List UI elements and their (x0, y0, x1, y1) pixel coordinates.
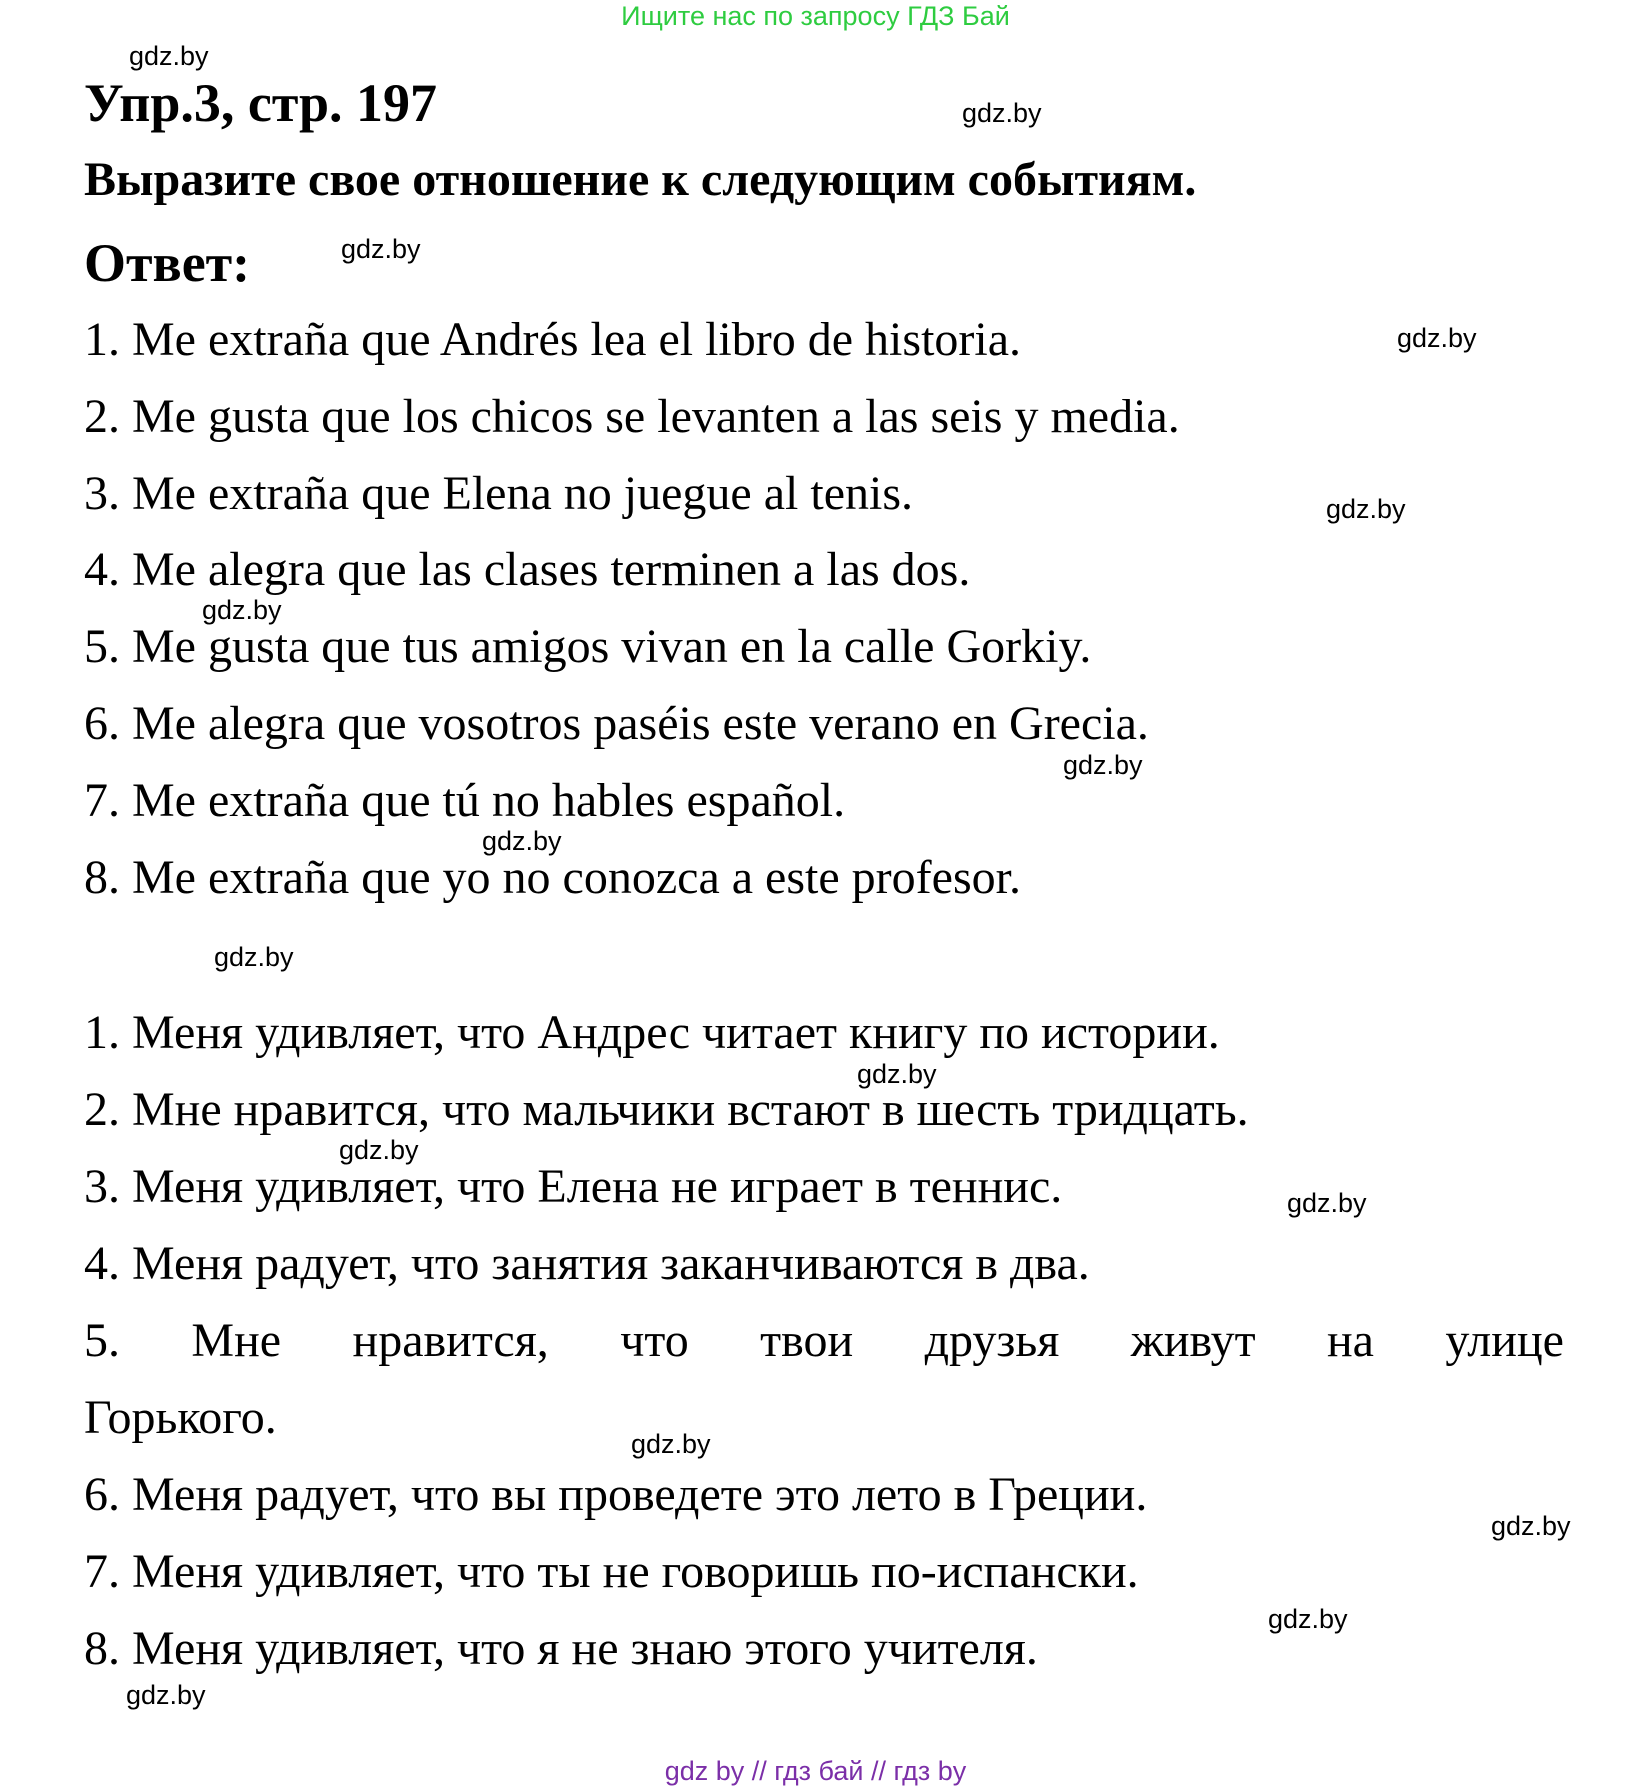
russian-sentence-4: 4. Меня радует, что занятия заканчиваются в два. (84, 1237, 1090, 1290)
spanish-sentence-7: 7. Me extraña que tú no hables español. (84, 774, 846, 827)
watermark: gdz.by (1287, 1188, 1367, 1218)
word: на (1326, 1314, 1374, 1367)
russian-sentence-1: 1. Меня удивляет, что Андрес читает книгу по истории. (84, 1006, 1220, 1059)
russian-sentence-2: 2. Мне нравится, что мальчики встают в шесть тридцать. (84, 1083, 1249, 1136)
word: живут (1130, 1314, 1256, 1367)
spanish-sentence-6: 6. Me alegra que vosotros paséis este verano en Grecia. (84, 697, 1149, 750)
watermark: gdz.by (1326, 494, 1406, 524)
word: нравится, (352, 1314, 549, 1367)
word: что (620, 1314, 689, 1367)
watermark: gdz.by (202, 595, 282, 625)
watermark: gdz.by (1268, 1604, 1348, 1634)
spanish-sentence-3: 3. Me extraña que Elena no juegue al tenis. (84, 467, 914, 520)
watermark: gdz.by (857, 1059, 937, 1089)
spanish-sentence-1: 1. Me extraña que Andrés lea el libro de historia. (84, 313, 1022, 366)
spanish-sentence-2: 2. Me gusta que los chicos se levanten a las seis y media. (84, 390, 1180, 443)
footer-links[interactable]: gdz by // гдз бай // гдз by (664, 1756, 967, 1786)
watermark: gdz.by (1063, 750, 1143, 780)
spanish-sentence-8: 8. Me extraña que yo no conozca a este profesor. (84, 851, 1021, 904)
russian-sentence-3: 3. Меня удивляет, что Елена не играет в теннис. (84, 1160, 1063, 1213)
watermark: gdz.by (1491, 1511, 1571, 1541)
task-text: Выразите свое отношение к следующим событиям. (84, 153, 1197, 206)
watermark: gdz.by (126, 1680, 206, 1710)
russian-sentence-6: 6. Меня радует, что вы проведете это лето в Греции. (84, 1468, 1148, 1521)
spanish-sentence-5: 5. Me gusta que tus amigos vivan en la calle Gorkiy. (84, 620, 1092, 673)
word: друзья (924, 1314, 1060, 1367)
answer-label: Ответ: (84, 233, 251, 293)
russian-sentence-5-continued: Горького. (84, 1391, 277, 1444)
spanish-sentence-4: 4. Me alegra que las clases terminen a las dos. (84, 543, 971, 596)
watermark: gdz.by (129, 41, 209, 71)
russian-sentence-7: 7. Меня удивляет, что ты не говоришь по-испански. (84, 1545, 1139, 1598)
word: 5. (84, 1314, 120, 1367)
word: Мне (191, 1314, 282, 1367)
russian-sentence-8: 8. Меня удивляет, что я не знаю этого учителя. (84, 1622, 1038, 1675)
word: твои (760, 1314, 854, 1367)
watermark: gdz.by (339, 1135, 419, 1165)
watermark: gdz.by (482, 826, 562, 856)
watermark: gdz.by (214, 942, 294, 972)
watermark: gdz.by (631, 1429, 711, 1459)
watermark: gdz.by (962, 98, 1042, 128)
search-hint-link[interactable]: Ищите нас по запросу ГДЗ Бай (621, 1, 1010, 31)
exercise-title: Упр.3, стр. 197 (84, 73, 438, 133)
word: улице (1445, 1314, 1564, 1367)
watermark: gdz.by (1397, 323, 1477, 353)
watermark: gdz.by (341, 234, 421, 264)
russian-sentence-5 (84, 1311, 1564, 1371)
